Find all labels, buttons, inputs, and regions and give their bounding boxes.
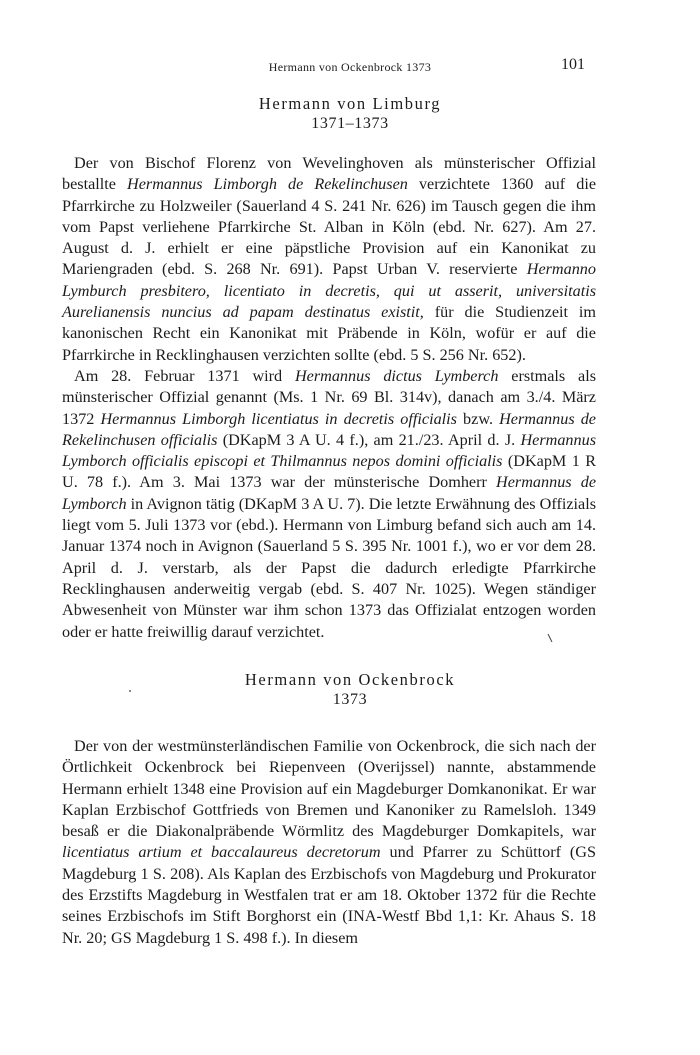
text-run: Der von der westmünsterländischen Familie von Ockenbrock, die sich nach der Örtlichkeit Ockenbrock bei Riepenveen (Overijssel) nannte, abstammende Hermann erhielt 1348 eine Provision auf ein Magdeburger Domkanonikat. Er war Kaplan Erzbischof Gottfrieds von Bremen und Kanoniker zu Ramelsloh. 1349 besaß er die Diakonalpräbende Wörmlitz des Magdeburger Domkapitels, war [62, 737, 596, 841]
text-run: in Avignon tätig (DKapM 3 A U. 7). Die letzte Erwähnung des Offizials liegt vom 5. Juli 1373 vor (ebd.). Hermann von Limburg befand sich auch am 14. Januar 1374 noch in Avignon (Sauerland 5 S. 395 Nr. 1001 f.), wo er vor dem 28. April d. J. verstarb, als der Papst die dadurch erledigte Pfarrkirche Recklinghausen anderweitig vergab (ebd. S. 407 Nr. 1025). Wegen ständiger Abwesenheit von Münster war ihm schon 1373 das Offizialat entzogen worden oder er hatte freiwillig darauf verzichtet. [62, 494, 596, 641]
italic-text: licentiatus artium et baccalaureus decretorum [62, 843, 381, 862]
text-run: bzw. [456, 409, 500, 428]
italic-text: Hermanno Lymburch presbitero, licentiato in decretis, qui ut asserit, universitatis Aurelianensis nuncius ad papam destinatus existit, [62, 260, 596, 322]
italic-text: Hermannus dictus Lymberch [294, 366, 499, 385]
text-run: (DKapM 1 R U. 78 f.). Am 3. Mai 1373 war der münsterische Domherr [62, 452, 596, 492]
text-run: verzichtete 1360 auf die Pfarrkirche zu Holzweiler (Sauerland 4 S. 241 Nr. 626) im Tausch gegen die ihm vom Papst verliehene Pfarrkirche St. Alban in Köln (ebd. Nr. 627). Am 27. August d. J. erhielt er eine päpstliche Provision auf ein Kanonikat zu Mariengraden (ebd. S. 268 Nr. 691). Papst Urban V. reservierte [62, 175, 597, 279]
text-run: erstmals als münsterischer Offizial genannt (Ms. 1 Nr. 69 Bl. 314v), danach am 3./4. März 1372 [62, 366, 597, 428]
paragraph [62, 366, 596, 643]
page-number: 101 [561, 56, 585, 73]
paragraph [62, 736, 596, 949]
text-run: und Pfarrer zu Schüttorf (GS Magdeburg 1 S. 208). Als Kaplan des Erzbischofs von Magdeburg und Prokurator des Erzstifts Magdeburg in Westfalen trat er am 18. Oktober 1372 für die Rechte seines Erzbischofs im Stift Borghorst ein (INA-Westf Bbd 1,1: Kr. Ahaus S. 18 Nr. 20; GS Magdeburg 1 S. 498 f.). In diesem [62, 843, 596, 947]
paragraph [62, 153, 596, 366]
heading-years: 1373 [332, 691, 368, 708]
text-run: Der von Bischof Florenz von Wevelinghoven als münsterischer Offizial bestallte [62, 154, 596, 194]
italic-text: Hermannus de Rekelinchusen officialis [62, 409, 596, 449]
heading-name: Hermann von Ockenbrock [244, 670, 456, 689]
stray-mark [546, 632, 554, 644]
section-body-limburg [62, 153, 596, 643]
section-heading-limburg [0, 94, 700, 134]
section-heading-ockenbrock [0, 670, 700, 710]
italic-text: Hermannus de Lymborch [62, 473, 596, 513]
italic-text: Hermannus Lymborch officialis episcopi et Thilmannus nepos domini officialis [62, 430, 596, 471]
running-title: Hermann von Ockenbrock 1373 [268, 60, 432, 74]
text-run: Am 28. Februar 1371 wird [74, 366, 295, 385]
text-run: für die Studienzeit im kanonischen Recht ein Kanonikat mit Präbende in Köln, wofür er auf die Pfarrkirche in Recklinghausen verzichten sollte (ebd. 5 S. 256 Nr. 652). [62, 303, 596, 364]
italic-text: Hermannus Limborgh licentiatus in decretis officialis [100, 409, 457, 428]
stray-dot [127, 688, 133, 694]
italic-text: Hermannus Limborgh de Rekelinchusen [127, 175, 408, 194]
text-run: (DKapM 3 A U. 4 f.), am 21./23. April d. J. [217, 430, 521, 449]
heading-years: 1371–1373 [311, 115, 389, 132]
heading-name: Hermann von Limburg [258, 94, 442, 113]
running-head [0, 56, 700, 80]
section-body-ockenbrock [62, 736, 596, 949]
